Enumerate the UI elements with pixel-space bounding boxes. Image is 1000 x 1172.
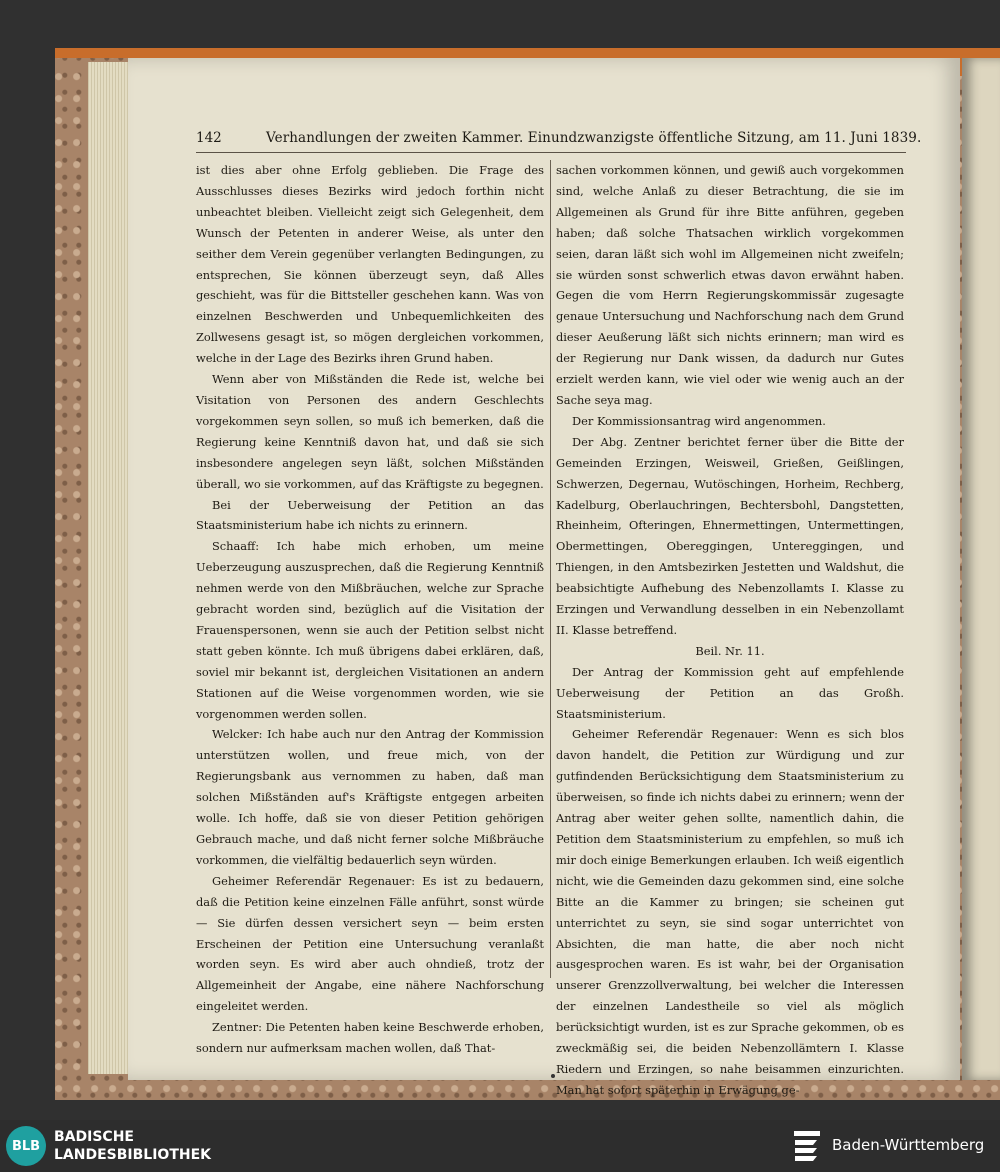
- paragraph: Bei der Ueberweisung der Petition an das Staatsministerium habe ich nichts zu erinnern.: [196, 497, 544, 533]
- left-column: [196, 160, 544, 1059]
- right-column: [556, 160, 904, 1101]
- book-cover-edge: [55, 48, 1000, 58]
- page-number: 142: [196, 130, 222, 146]
- library-name[interactable]: [54, 1128, 211, 1164]
- paragraph: sachen vorkommen können, und gewiß auch vorgekommen sind, welche Anlaß zu dieser Betrachtung, die sie im Allgemeinen als Grund für ihre Bitte anführen, gegeben haben; daß solche Thatsachen wirklich vorgekommen seien, daran läßt sich wohl im Allgemeinen nicht zweifeln; sie würden sonst schwerlich etwas davon erwähnt haben. Gegen die vom Herrn Regierungskommissär zugesagte genaue Untersuchung und Nachforschung nach dem Grund dieser Aeußerung läßt sich nichts erinnern; man wird es der Regierung nur Dank wissen, da dadurch nur Gutes erzielt werden kann, wie viel oder wie wenig auch an der Sache seya mag.: [556, 163, 904, 407]
- running-title: Verhandlungen der zweiten Kammer. Einundzwanzigste öffentliche Sitzung, am 11. Juni 1839.: [266, 130, 922, 146]
- paragraph: Zentner: Die Petenten haben keine Beschwerde erhoben, sondern nur aufmerksam machen wollen, daß That-: [196, 1020, 544, 1056]
- facing-page: [962, 58, 1000, 1080]
- paragraph: Der Antrag der Kommission geht auf empfehlende Ueberweisung der Petition an das Großh. Staatsministerium.: [556, 664, 904, 721]
- paragraph: Schaaff: Ich habe mich erhoben, um meine Ueberzeugung auszusprechen, daß die Regierung Kenntniß nehmen werde von den Mißbräuchen, welche zur Sprache gebracht worden sind, bezüglich auf die Visitation der Frauenspersonen, wenn sie auch der Petition selbst nicht statt geben könnte. Ich muß übrigens dabei erklären, daß, soviel mir bekannt ist, dergleichen Visitationen an andern Stationen auf die Weise vorgenommen worden, wie sie vorgenommen werden sollen.: [196, 539, 544, 721]
- column-divider: [550, 160, 551, 978]
- lions-crest-icon: [790, 1128, 824, 1164]
- header-rule: [196, 152, 906, 153]
- paragraph: Der Abg. Zentner berichtet ferner über die Bitte der Gemeinden Erzingen, Weisweil, Grießen, Geißlingen, Schwerzen, Degernau, Wutöschingen, Horheim, Rechberg, Kadelburg, Oberlauchringen, Bechtersbohl, Dangstetten, Rheinheim, Ofteringen, Ehnermettingen, Untermettingen, Obermettingen, Obereggingen, Untereggingen, und Thiengen, in den Amtsbezirken Jestetten und Waldshut, die beabsichtigte Aufhebung des Nebenzollamts I. Klasse zu Erzingen und Verwandlung desselben in ein Nebenzollamt II. Klasse betreffend.: [556, 434, 904, 637]
- blb-logo-icon[interactable]: BLB: [6, 1126, 46, 1166]
- paragraph: Welcker: Ich habe auch nur den Antrag der Kommission unterstützen wollen, und freue mich, von der Regierungsbank aus vernommen zu haben, daß man solchen Mißständen auf's Kräftigste entgegen arbeiten wolle. Ich hoffe, daß sie von dieser Petition gehörigen Gebrauch mache, und daß nicht ferner solche Mißbräuche vorkommen, die vielfältig bedauerlich seyn würden.: [196, 727, 544, 867]
- state-name[interactable]: Baden-Württemberg: [832, 1136, 985, 1154]
- paragraph: Geheimer Referendär Regenauer: Wenn es sich blos davon handelt, die Petition zur Würdigung und zur gutfindenden Berücksichtigung dem Staatsministerium zu überweisen, so finde ich nichts dabei zu erinnern; wenn der Antrag aber weiter gehen sollte, namentlich dahin, die Petition dem Staatsministerium zu empfehlen, so muß ich mir doch einige Bemerkungen erlauben. Ich weiß eigentlich nicht, wie die Gemeinden dazu gekommen sind, eine solche Bitte an die Kammer zu bringen; sie scheinen gut unterrichtet zu seyn, sie sind sogar unterrichtet von Absichten, die man hatte, die aber noch nicht ausgesprochen waren. Es ist wahr, bei der Organisation unserer Grenzzollverwaltung, bei welcher die Interessen der einzelnen Landestheile so viel als möglich berücksichtigt wurden, ist es zur Sprache gekommen, ob es zweckmäßig sei, die beiden Nebenzollämtern I. Klasse Riedern und Erzingen, so nahe beisammen einzurichten. Man hat sofort späterhin in Erwägung ge-: [556, 727, 904, 1097]
- paragraph: Wenn aber von Mißständen die Rede ist, welche bei Visitation von Personen des andern Geschlechts vorgekommen seyn sollen, so muß ich bemerken, daß die Regierung keine Kenntniß davon hat, und daß sie sich insbesondere angelegen seyn läßt, solchen Mißständen überall, wo sie vorkommen, auf das Kräftigste zu begegnen.: [196, 372, 544, 491]
- page-mark: [551, 1074, 555, 1078]
- library-name-line-1: BADISCHE: [54, 1129, 134, 1145]
- attachment-reference: Beil. Nr. 11.: [695, 643, 765, 658]
- page-stack-edge: [88, 62, 130, 1074]
- paragraph: ist dies aber ohne Erfolg geblieben. Die Frage des Ausschlusses dieses Bezirks wird jedoch forthin nicht unbeachtet bleiben. Vielleicht zeigt sich Gelegenheit, dem Wunsch der Petenten in anderer Weise, als unter den seither dem Verein gegenüber verlangten Bedingungen, zu entsprechen, Sie können überzeugt seyn, daß Alles geschieht, was für die Bittsteller geschehen kann. Was von einzelnen Beschwerden und Unbequemlichkeiten des Zollwesens gesagt ist, so mögen dergleichen vorkommen, welche in der Lage des Bezirks ihren Grund haben.: [196, 163, 544, 366]
- library-name-line-2: LANDESBIBLIOTHEK: [54, 1147, 212, 1163]
- paragraph: Der Kommissionsantrag wird angenommen.: [572, 413, 826, 428]
- paragraph: Geheimer Referendär Regenauer: Es ist zu bedauern, daß die Petition keine einzelnen Fälle anführt, sonst würde — Sie dürfen dessen versichert seyn — beim ersten Erscheinen der Petition eine Untersuchung veranlaßt worden seyn. Es wird aber auch ohndieß, trotz der Allgemeinheit der Angabe, eine nähere Nachforschung eingeleitet werden.: [196, 873, 544, 1014]
